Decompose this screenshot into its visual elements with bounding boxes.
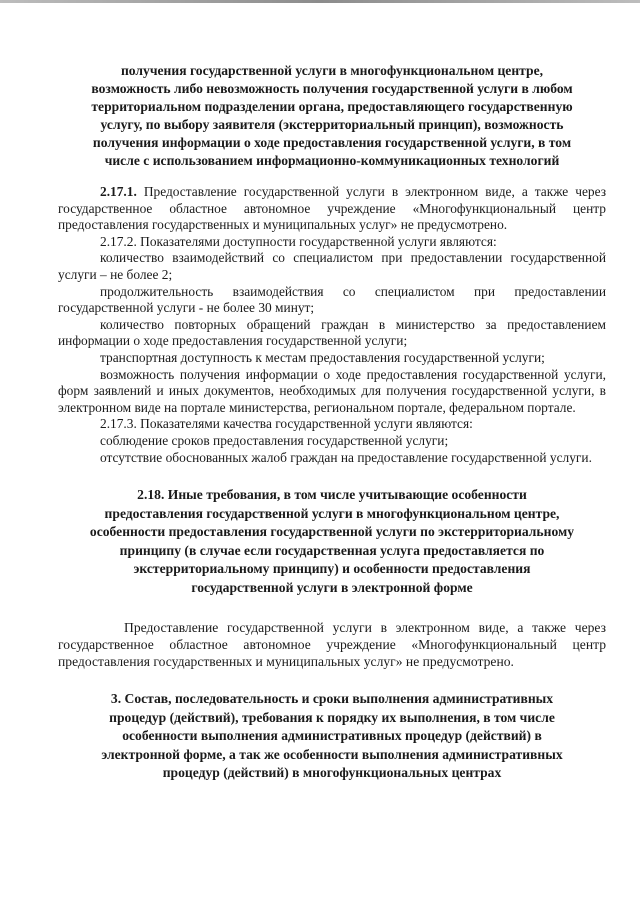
- list-item: количество повторных обращений граждан в министерство за предоставлением информации о ходе предоставления государственной услуги;: [58, 316, 606, 349]
- paragraph-2-17-1: [58, 184, 606, 234]
- heading-line: электронной форме, а так же особенности выполнения административных: [101, 746, 563, 762]
- heading-line: 3. Состав, последовательность и сроки выполнения административных: [110, 691, 554, 707]
- heading-line: особенности предоставления государственной услуги по экстерриториальному: [89, 524, 575, 540]
- section-heading-2-18: [58, 486, 606, 597]
- heading-line: услугу, по выбору заявителя (экстерриториальный принцип), возможность: [100, 117, 564, 132]
- scan-top-edge: [0, 0, 640, 3]
- heading-line: экстерриториальному принципу) и особенности предоставления: [133, 561, 531, 577]
- heading-line: процедур (действий) в многофункциональных центрах: [162, 765, 502, 781]
- heading-line: получения информации о ходе предоставления государственной услуги, в том: [92, 135, 572, 150]
- heading-line: числе с использованием информационно-коммуникационных технологий: [104, 153, 560, 168]
- list-item: возможность получения информации о ходе предоставления государственной услуги, форм заявлений и иных документов, необходимых для получения государственной услуги, в электронном виде на портале министерства, региональном портале, федеральном портале.: [58, 366, 606, 415]
- heading-line: получения государственной услуги в многофункциональном центре,: [120, 63, 544, 78]
- list-item: транспортная доступность к местам предоставления государственной услуги;: [100, 349, 545, 365]
- list-item: соблюдение сроков предоставления государственной услуги;: [100, 432, 449, 448]
- heading-line: возможность либо невозможность получения государственной услуги в любом: [91, 81, 573, 96]
- paragraph-2-17-3-intro: 2.17.3. Показателями качества государственной услуги являются:: [100, 416, 473, 432]
- list-item: отсутствие обоснованных жалоб граждан на предоставление государственной услуги.: [100, 449, 592, 465]
- list-item: количество взаимодействий со специалистом при предоставлении государственной услуги – не более 2;: [58, 250, 606, 282]
- document-page: [58, 62, 606, 783]
- heading-line: 2.18. Иные требования, в том числе учитывающие особенности: [137, 487, 527, 503]
- heading-line: особенности выполнения административных процедур (действий) в: [122, 728, 542, 744]
- paragraph-2-18: Предоставление государственной услуги в электронном виде, а также через государственное областное автономное учреждение «Многофункциональный центр предоставления государственных и муниципальных услуг» не предусмотрено.: [58, 620, 606, 670]
- paragraph-text: Предоставление государственной услуги в электронном виде, а также через государственное областное автономное учреждение «Многофункциональный центр предоставления государственных и муниципальных услуг» не предусмотрено.: [58, 184, 606, 233]
- section-heading-2-17-tail: [58, 62, 606, 170]
- paragraph-number: 2.17.1.: [100, 184, 137, 199]
- heading-line: предоставления государственной услуги в многофункциональном центре,: [104, 505, 560, 521]
- heading-line: процедур (действий), требования к порядку их выполнения, в том числе: [109, 709, 555, 725]
- paragraph-2-17-2-intro: 2.17.2. Показателями доступности государственной услуги являются:: [100, 233, 497, 249]
- heading-line: территориальном подразделении органа, предоставляющего государственную: [91, 99, 573, 114]
- heading-line: государственной услуги в электронной форме: [191, 579, 473, 595]
- heading-line: принципу (в случае если государственная услуга предоставляется по: [119, 542, 545, 558]
- list-item: продолжительность взаимодействия со специалистом при предоставлении государственной услуги - не более 30 минут;: [58, 283, 606, 316]
- section-heading-3: [58, 690, 606, 783]
